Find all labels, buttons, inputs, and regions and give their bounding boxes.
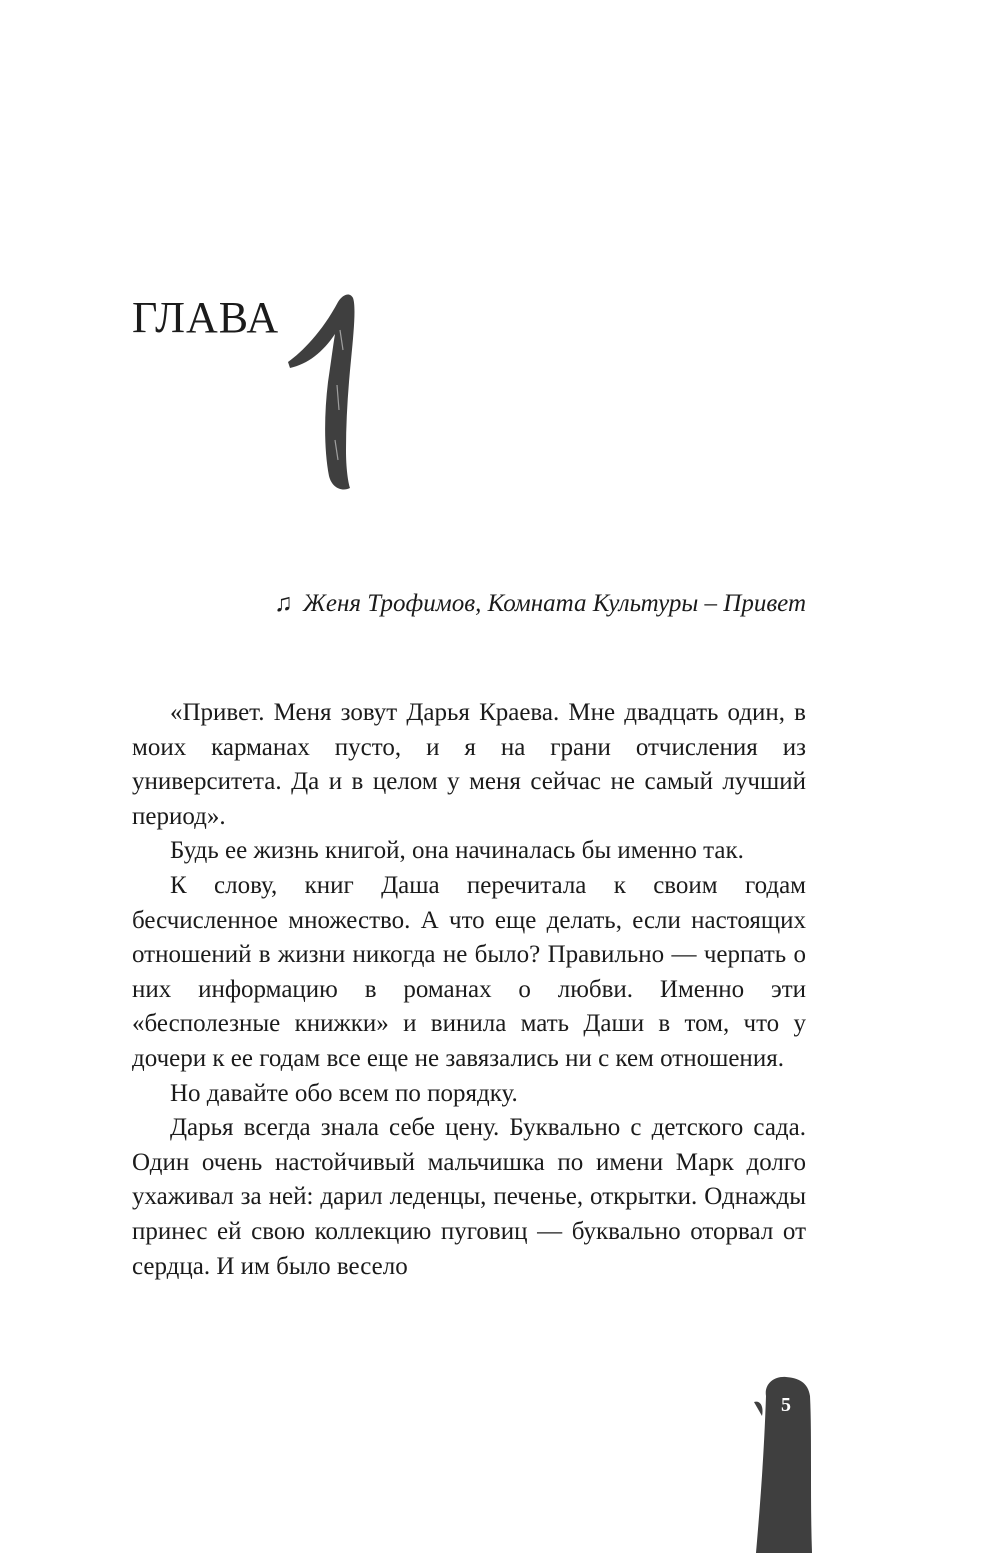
paragraph: Будь ее жизнь книгой, она начиналась бы именно так.	[170, 837, 744, 865]
chapter-number-brush-icon	[280, 290, 380, 495]
chapter-label: ГЛАВА	[132, 293, 280, 342]
paragraph: К слову, книг Даша перечитала к своим годам бесчисленное множество. А что еще делать, если настоящих отношений в жизни никогда не было? Правильно — черпать о них информацию в романах о любви. Именно эти «бесполезные книжки» и винила мать Даши в том, что у дочери к ее годам все еще не завязались ни с кем отношения.	[132, 871, 806, 1072]
paragraph: Дарья всегда знала себе цену. Буквально с детского сада. Один очень настойчивый мальчишка по имени Марк долго ухаживал за ней: дарил леденцы, печенье, открытки. Однажды принес ей свою коллекцию пуговиц — буквально оторвал от сердца. И им было весело	[132, 1114, 806, 1280]
epigraph	[132, 588, 806, 621]
music-note-icon: ♫	[273, 590, 293, 617]
chapter-body	[132, 696, 806, 1284]
paragraph: «Привет. Меня зовут Дарья Краева. Мне двадцать один, в моих карманах пусто, и я на грани отчисления из университета. Да и в целом у меня сейчас не самый лучший период».	[132, 699, 806, 830]
paragraph: Но давайте обо всем по порядку.	[170, 1079, 518, 1107]
epigraph-text: Женя Трофимов, Комната Культуры – Привет	[302, 590, 806, 617]
page-number: 5	[781, 1394, 791, 1416]
